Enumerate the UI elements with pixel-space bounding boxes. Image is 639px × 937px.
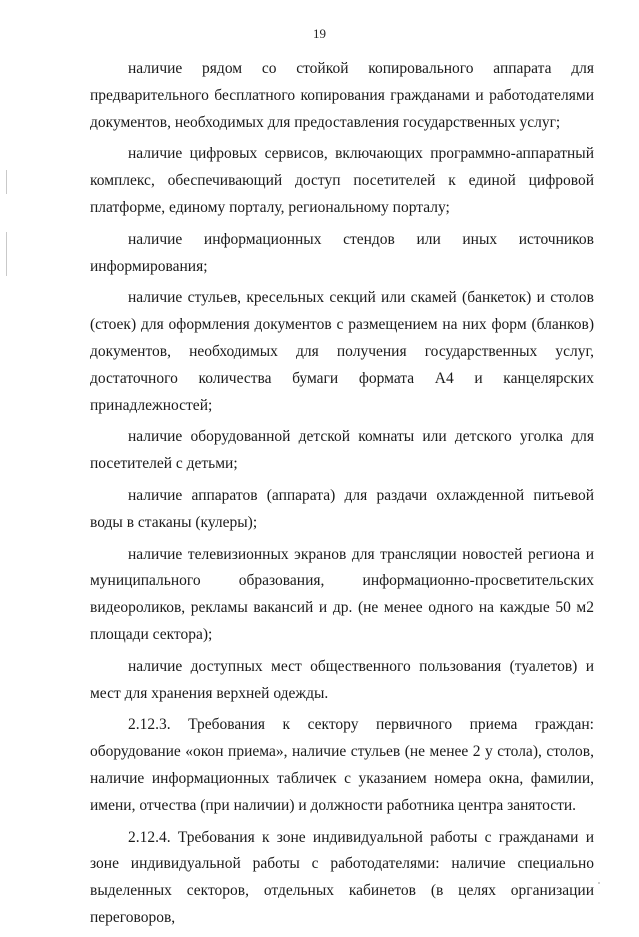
paragraph-kids-room: наличие оборудованной детской комнаты или детского уголка для посетителей с детьми; <box>90 428 594 473</box>
paragraph-toilets: наличие доступных мест общественного пользования (туалетов) и мест для хранения верхней одежды. <box>90 657 594 702</box>
paragraph-seating: наличие стульев, кресельных секций или скамей (банкеток) и столов (стоек) для оформления документов с размещением на них форм (бланков) документов, необходимых для получения государственных услуг, достаточного количества бумаги формата А4 и канцелярских принадлежностей; <box>90 289 594 414</box>
paragraph-info-stands: наличие информационных стендов или иных источников информирования; <box>90 230 594 275</box>
scan-margin-mark <box>6 232 7 276</box>
scan-margin-mark <box>6 170 7 194</box>
scan-speck <box>598 882 600 884</box>
body-text <box>90 56 594 937</box>
paragraph-water-coolers: наличие аппаратов (аппарата) для раздачи охлажденной питьевой воды в стаканы (кулеры); <box>90 486 594 531</box>
paragraph-2-12-3: 2.12.3. Требования к сектору первичного приема граждан: оборудование «окон приема», наличие стульев (не менее 2 у стола), столов, наличие информационных табличек с указанием номера окна, фамилии, имени, отчества (при наличии) и должности работника центра занятости. <box>90 716 594 814</box>
paragraph-digital-services: наличие цифровых сервисов, включающих программно-аппаратный комплекс, обеспечивающий доступ посетителей к единой цифровой платформе, единому порталу, региональному порталу; <box>90 145 594 216</box>
paragraph-tv-screens: наличие телевизионных экранов для трансляции новостей региона и муниципального образования, информационно-просветительских видеороликов, рекламы вакансий и др. (не менее одного на каждые 50 м2 площади сектора); <box>90 545 594 643</box>
page-number: 19 <box>313 26 326 41</box>
paragraph-2-12-4: 2.12.4. Требования к зоне индивидуальной работы с гражданами и зоне индивидуальной работы с работодателями: наличие специально выделенных секторов, отдельных кабинетов (в целях организации переговоров, <box>90 828 594 926</box>
paragraph-copier: наличие рядом со стойкой копировального аппарата для предварительного бесплатного копирования гражданами и работодателями документов, необходимых для предоставления государственных услуг; <box>90 60 594 131</box>
